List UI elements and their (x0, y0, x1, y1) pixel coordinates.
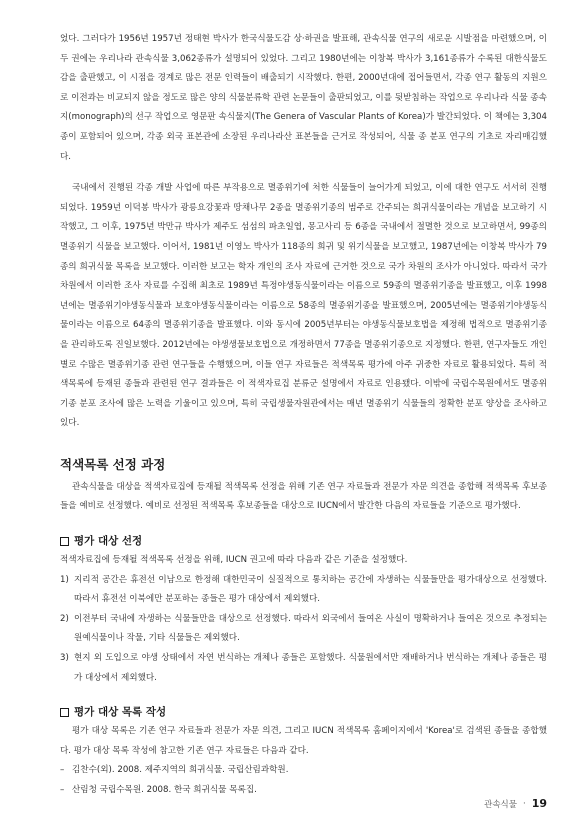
criteria-list (60, 571, 547, 689)
list-item: 3) 현지 외 도입으로 야생 상태에서 자연 번식하는 개체나 종들은 포함했다. 식물원에서만 재배하거나 번식하는 개체나 종들은 평가 대상에서 제외했다. (60, 653, 547, 683)
subsection-intro: 평가 대상 목록은 기존 연구 자료들과 전문가 자문 의견, 그리고 IUCN 적색목록 홈페이지에서 'Korea'로 검색된 종들을 종합했다. 평가 대상 목록 작성에 참고한 기존 연구 자료들은 다음과 같다. (60, 726, 547, 756)
body-paragraph: 었다. 그러다가 1956년 1957년 정태현 박사가 한국식물도감 상·하권을 발표해, 관속식물 연구의 새로운 시발점을 마련했으며, 이 두 권에는 우리나라 관속식물 3,062종류가 설명되어 있었다. 그리고 1980년에는 이창복 박사가 3,161종류가 수록된 대한식물도감을 출판했고, 이 시점을 경계로 많은 전문 인력들이 배출되기 시작했다. 한편, 2000년대에 접어들면서, 각종 연구 활동의 지원으로 이전과는 비교되지 않을 정도로 많은 양의 식물분류학 관련 논문들이 출판되었고, 이를 뒷받침하는 작업으로 우리나라 식물 종속지(monograph)의 선구 작업으로 영문판 속식물지(The Genera of Vascular Plants of Korea)가 발간되었다. 이 책에는 3,304종이 포함되어 있으며, 각종 외국 표본관에 소장된 우리나라산 표본들을 근거로 작성되어, 식물 종 분포 연구의 기초로 자리매김했다. (60, 34, 547, 162)
page-footer (484, 797, 547, 810)
subsection-title: 평가 대상 목록 작성 (74, 706, 167, 719)
footer-section-label: 관속식물 (484, 799, 517, 810)
list-item: 2) 이전부터 국내에 자생하는 식물들만을 대상으로 선정했다. 따라서 외국에서 들여온 사실이 명확하거나 들여온 것으로 추정되는 원예식물이나 작물, 기타 식물들은 제외했다. (60, 613, 547, 644)
square-bullet-icon (60, 708, 69, 717)
list-item: – 김찬수(외). 2008. 제주지역의 희귀식물. 국립산림과학원. (60, 765, 289, 776)
body-paragraph: 국내에서 진행된 각종 개발 사업에 따른 부작용으로 멸종위기에 처한 식물들이 늘어가게 되었고, 이에 대한 연구도 서서히 진행되었다. 1959년 이덕봉 박사가 광릉요강꽃과 땅채나무 2종을 멸종위기종의 범주로 간주되는 희귀식물이라는 개념을 보고하기 시작했고, 그 이후, 1975년 박만규 박사가 제주도 섬섬의 파초일엽, 몽고사리 등 6종을 국내에서 절멸한 것으로 보고하면서, 99종의 멸종위기 식물을 보고했다. 이어서, 1981년 이영노 박사가 118종의 희귀 및 위기식물을 보고했고, 1987년에는 이창복 박사가 79종의 희귀식물 목록을 보고했다. 이러한 보고는 학자 개인의 조사 자료에 근거한 것으로 국가 차원의 조사가 아니었다. 따라서 국가 차원에서 이러한 조사 자료를 수집해 최초로 1989년 특정야생동식물이라는 이름으로 59종의 멸종위기종을 발표했고, 이후 1998년에는 멸종위기야생동식물과 보호야생동식물이라는 이름으로 58종의 멸종위기종을 발표했으며, 2005년에는 멸종위기야생동식물이라는 이름으로 64종의 멸종위기종을 발표했다. 이와 동시에 2005년부터는 야생동식물보호법을 제정해 법적으로 멸종위기종을 관리하도록 진일보했다. 2012년에는 야생생물보호법으로 개정하면서 77종을 멸종위기종으로 지정했다. 한편, 연구자들도 개인별로 수많은 멸종위기종 관련 연구들을 수행했으며, 이들 연구 자료들은 적색목록 평가에 아주 귀중한 자료로 활용되었다. 특히 적색목록에 등재된 종들과 관련된 연구 결과들은 이 적색자료집 분류군 설명에서 자료로 인용됐다. 이밖에 국립수목원에서도 멸종위기종 분포 조사에 많은 노력을 기울이고 있으며, 특히 국립생물자원관에서는 매년 멸종위기 식물들의 정확한 분포 양상을 조사하고 있다. (60, 183, 547, 429)
page-content (60, 30, 547, 801)
footer-separator: · (522, 798, 526, 809)
subsection-heading (60, 533, 547, 549)
square-bullet-icon (60, 537, 69, 546)
list-item: – 산림청 국립수목원. 2008. 한국 희귀식물 목록집. (60, 785, 257, 795)
reference-list (60, 761, 547, 800)
subsection-heading (60, 704, 547, 720)
list-item: 1) 지리적 공간은 휴전선 이남으로 한정해 대한민국이 실질적으로 통치하는 공간에 자생하는 식물들만을 평가대상으로 선정했다. 따라서 휴전선 이북에만 분포하는 종들은 평가 대상에서 제외했다. (60, 574, 547, 605)
section-heading: 적색목록 선정 과정 (60, 456, 166, 472)
page-number: 19 (531, 797, 547, 810)
section-intro: 관속식물을 대상을 적색자료집에 등재될 적색목록 선정을 위해 기존 연구 자료들과 전문가 자문 의견을 종합해 적색목록 후보종들을 예비로 선정했다. 예비로 선정된 적색목록 후보종들을 대상으로 IUCN에서 발간한 다음의 자료들을 기준으로 평가했다. (60, 481, 547, 512)
subsection-title: 평가 대상 선정 (74, 535, 143, 548)
subsection-intro: 적색자료집에 등재될 적색목록 선정을 위해, IUCN 권고에 따라 다음과 같은 기준을 설정했다. (60, 555, 408, 566)
